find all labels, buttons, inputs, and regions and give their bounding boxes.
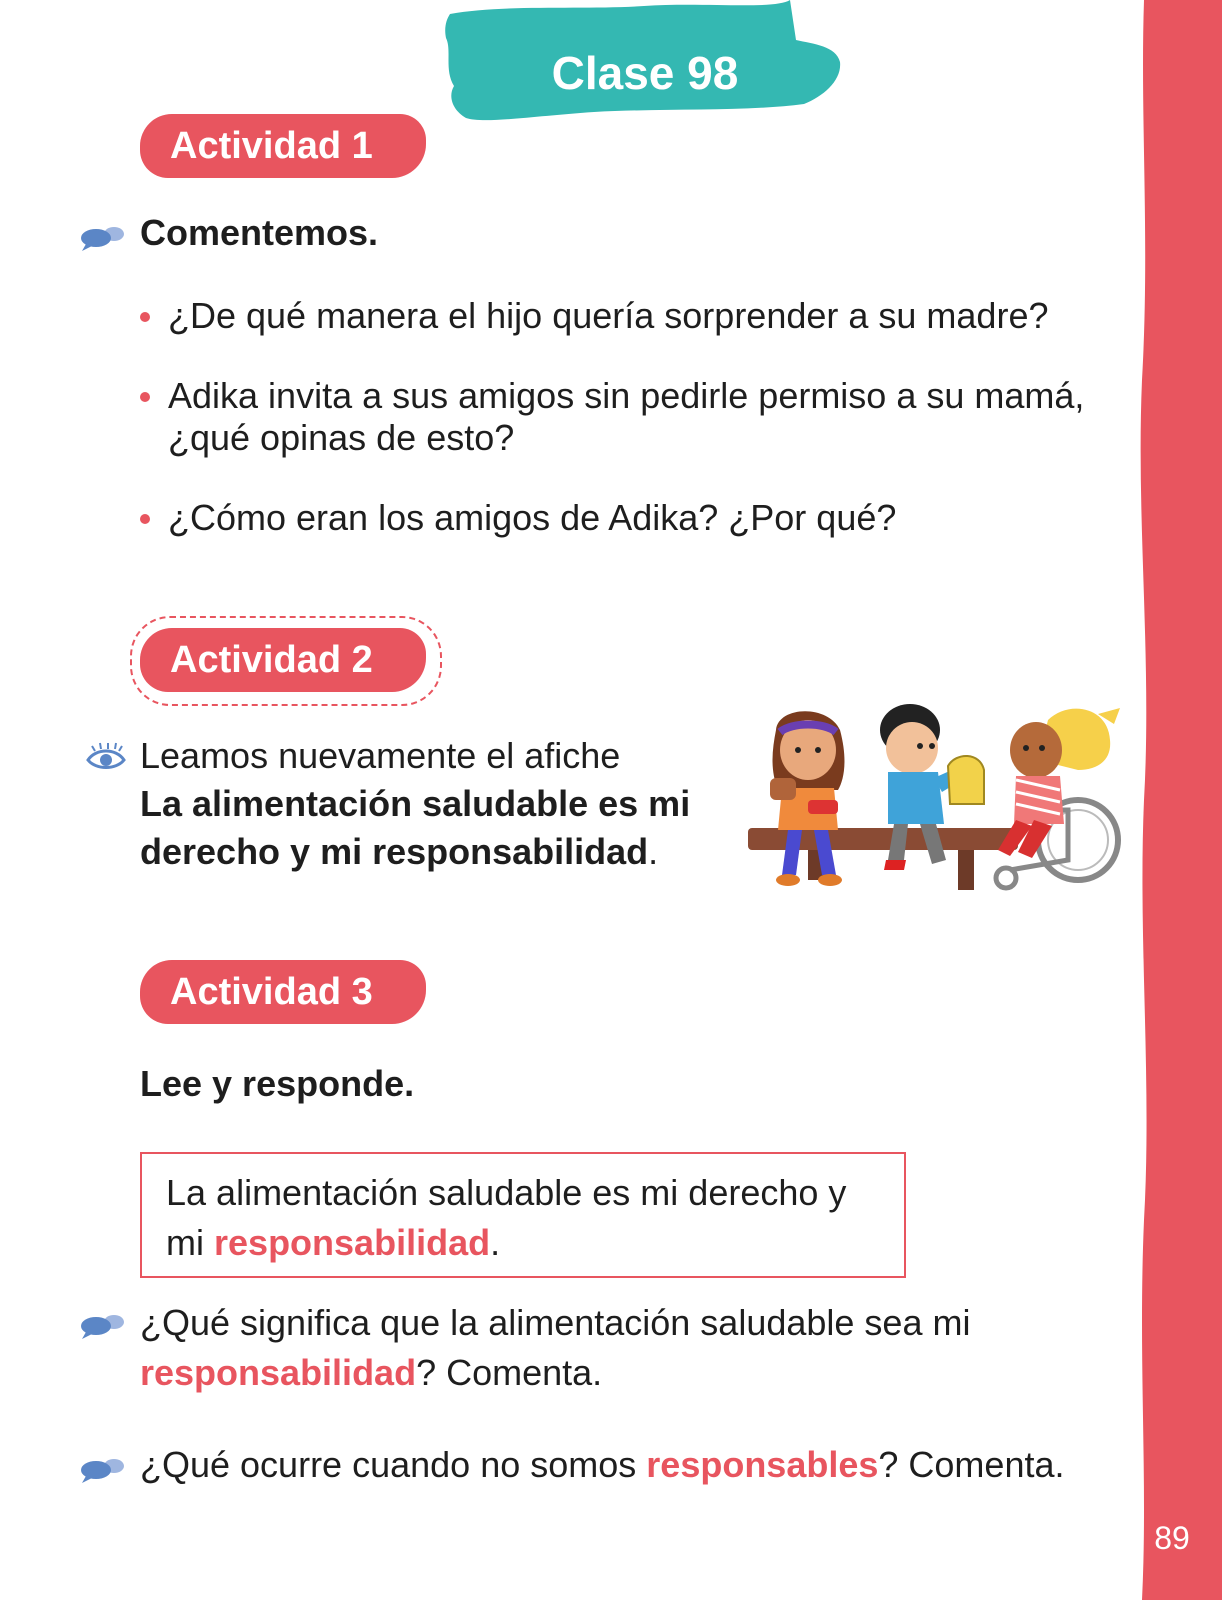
box-text-after: . <box>490 1222 501 1263</box>
poster-title-period: . <box>648 831 659 872</box>
q2-highlight-word: responsables <box>646 1444 879 1485</box>
poster-title-text: La alimentación saludable es mi derecho y mi responsabilidad <box>140 783 691 872</box>
question-3: ¿Cómo eran los amigos de Adika? ¿Por qué? <box>168 497 897 538</box>
highlight-box-text <box>166 1168 886 1268</box>
q1-text-before: ¿Qué significa que la alimentación saludable sea mi <box>140 1302 971 1343</box>
q1-highlight-word: responsabilidad <box>140 1352 417 1393</box>
activity-1-instruction: Comentemos. <box>140 212 379 253</box>
activity-2-instruction: Leamos nuevamente el afiche <box>140 735 621 776</box>
question-2: Adika invita a sus amigos sin pedirle permiso a su mamá, ¿qué opinas de esto? <box>168 375 1085 458</box>
activity-3-question-2 <box>140 1444 1090 1486</box>
children-sitting-on-bench-illustration <box>748 700 1128 892</box>
box-text-before: La alimentación saludable es mi derecho y mi <box>166 1172 847 1263</box>
activity-1-label: Actividad 1 <box>140 114 426 178</box>
bullet <box>140 514 150 524</box>
page-side-band <box>1132 0 1222 1600</box>
speech-bubbles-icon <box>80 224 126 257</box>
bullet <box>140 312 150 322</box>
activity-3-label: Actividad 3 <box>140 960 426 1024</box>
q1-text-after: ? Comenta. <box>416 1352 603 1393</box>
lesson-title-banner <box>444 0 846 130</box>
highlight-box <box>140 1152 906 1278</box>
lesson-title: Clase 98 <box>551 47 739 99</box>
activity-3-instruction: Lee y responde. <box>140 1063 415 1104</box>
speech-bubbles-icon <box>80 1312 126 1345</box>
activity-2-label: Actividad 2 <box>140 628 426 692</box>
q2-text-after: ? Comenta. <box>878 1444 1065 1485</box>
question-1: ¿De qué manera el hijo quería sorprender a su madre? <box>168 295 1049 336</box>
eye-icon <box>86 742 126 777</box>
activity-3-question-1 <box>140 1298 1040 1398</box>
bullet <box>140 392 150 402</box>
poster-title <box>140 780 720 876</box>
speech-bubbles-icon <box>80 1456 126 1489</box>
q2-text-before: ¿Qué ocurre cuando no somos <box>140 1444 637 1485</box>
box-highlight-word: responsabilidad <box>214 1222 491 1263</box>
page-number: 89 <box>1154 1520 1190 1556</box>
